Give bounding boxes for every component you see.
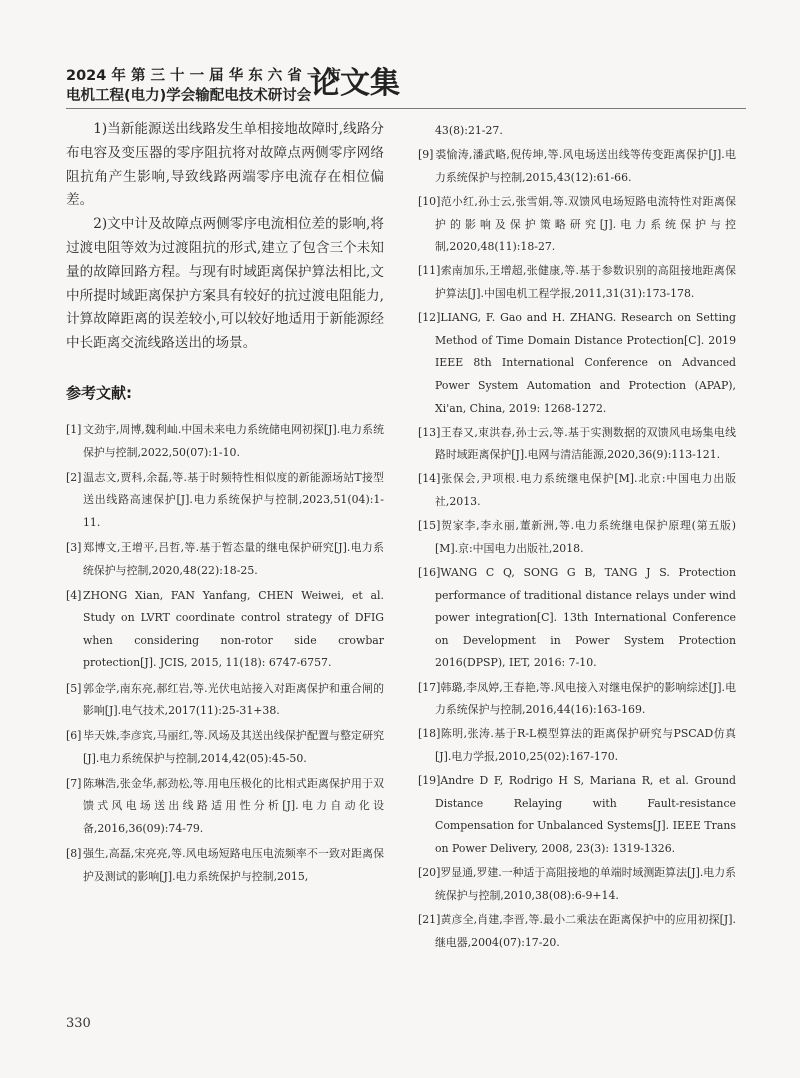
reference-number: [9] [418,148,434,162]
conference-name-line1: 2024 年 第 三 十 一 届 华 东 六 省 一 市 [66,68,341,84]
reference-item [418,307,736,420]
reference-number: [5] [66,681,82,695]
reference-text: 张保会,尹项根.电力系统继电保护[M].北京:中国电力出版社,2013. [435,472,736,509]
conclusion-paragraph-2: 2)文中计及故障点两侧零序电流相位差的影响,将过渡电阻等效为过渡阻抗的形式,建立了包含三个未知量的故障回路方程。与现有时域距离保护算法相比,文中所提时域距离保护方案具有较好的抗过渡电阻能力,计算故障距离的误差较小,可以较好地适用于新能源经中长距离交流线路送出的场景。 [66,216,384,352]
right-column [418,120,736,956]
conclusion-paragraph-1: 1)当新能源送出线路发生单相接地故障时,线路分布电容及变压器的零序阻抗将对故障点两侧零序网络阻抗角产生影响,导致线路两端零序电流存在相位偏差。 [66,121,384,209]
reference-item [66,678,384,723]
reference-item [418,909,736,954]
reference-text: 贺家李,李永丽,董新洲,等.电力系统继电保护原理(第五版)[M].京:中国电力出版社,2018. [435,519,736,555]
reference-item [66,843,384,888]
page-number: 330 [66,1016,91,1031]
reference-text: 毕天姝,李彦宾,马丽红,等.风场及其送出线保护配置与整定研究[J].电力系统保护与控制,2014,42(05):45-50. [83,729,384,765]
reference-number: [7] [66,776,82,790]
reference-text: Andre D F, Rodrigo H S, Mariana R, et al. Ground Distance Relaying with Fault-resistance Compensation for Unbalanced Systems[J]. IEEE Trans on Power Delivery, 2008, 23(3): 1319-1326. [435,774,736,855]
reference-text: 郭金学,南东亮,郝红岩,等.光伏电站接入对距离保护和重合闸的影响[J].电气技术,2017(11):25-31+38. [83,681,384,718]
reference-text: 索南加乐,王增超,张健康,等.基于参数识别的高阻接地距离保护算法[J].中国电机工程学报,2011,31(31):173-178. [435,264,736,300]
reference-text: 郑博文,王增平,吕哲,等.基于暂态量的继电保护研究[J].电力系统保护与控制,2020,48(22):18-25. [83,540,384,577]
reference-number: [1] [66,422,82,436]
reference-number: [20] [418,866,441,880]
reference-number: [2] [66,470,82,484]
reference-number: [3] [66,540,82,554]
reference-item [418,144,736,189]
reference-item [66,585,384,675]
header-divider [66,108,746,109]
reference-number: [18] [418,727,441,741]
reference-number: [10] [418,194,441,208]
reference-number: [17] [418,680,441,694]
reference-text: ZHONG Xian, FAN Yanfang, CHEN Weiwei, et al. Study on LVRT coordinate control strategy of DFIG when considering non-rotor side crowbar protection[J]. JCIS, 2015, 11(18): 6747-6757. [83,588,384,670]
reference-number: [19] [418,774,441,788]
reference-number: [12] [418,311,441,325]
reference-item [418,770,736,860]
reference-item [66,419,384,464]
conference-name-line2: 电机工程(电力)学会输配电技术研讨会 [66,88,312,104]
reference-number: [16] [418,566,441,580]
reference-text: 温志文,贾科,余磊,等.基于时频特性相似度的新能源场站T接型送出线路高速保护[J].电力系统保护与控制,2023,51(04):1-11. [83,470,384,529]
proceedings-title: 论文集 [310,66,400,101]
left-column [66,118,384,891]
reference-number: [8] [66,847,82,861]
reference-number: [11] [418,264,441,278]
conference-name [66,66,341,106]
reference-item [418,562,736,675]
reference-number: [6] [66,729,82,743]
reference-text: 罗显通,罗建.一种适于高阻接地的单端时域测距算法[J].电力系统保护与控制,2010,38(08):6-9+14. [435,866,736,902]
reference-item [418,422,736,467]
reference-item [418,468,736,513]
reference-number: [13] [418,425,441,439]
reference-text: 范小红,孙士云,张雪娟,等.双馈风电场短路电流特性对距离保护的影响及保护策略研究[J].电力系统保护与控制,2020,48(11):18-27. [435,194,736,254]
reference-item [66,467,384,535]
reference-text: 强生,高磊,宋亮亮,等.风电场短路电压电流频率不一致对距离保护及测试的影响[J].电力系统保护与控制,2015, [83,847,384,883]
page-header [66,62,746,110]
reference-text: 王春又,束洪春,孙士云,等.基于实测数据的双馈风电场集电线路时域距离保护[J].电网与清洁能源,2020,36(9):113-121. [435,425,736,462]
reference-text: 文劲宇,周博,魏利屾.中国未来电力系统储电网初探[J].电力系统保护与控制,2022,50(07):1-10. [83,422,384,459]
reference-item [418,260,736,305]
reference-item [66,773,384,841]
reference-text: 裘愉涛,潘武略,倪传坤,等.风电场送出线等传变距离保护[J].电力系统保护与控制,2015,43(12):61-66. [435,148,736,184]
reference-text: LIANG, F. Gao and H. ZHANG. Research on Setting Method of Time Domain Distance Protection[C]. 2019 IEEE 8th International Conference on Advanced Power System Automation and Protection (APAP), Xi'an, China, 2019: 1268-1272. [435,311,736,415]
reference-text: 陈明,张涛.基于R-L模型算法的距离保护研究与PSCAD仿真[J].电力学报,2010,25(02):167-170. [435,727,736,763]
reference-item [418,723,736,768]
reference-number: [14] [418,472,441,486]
reference-text: 黄彦全,肖建,李晋,等.最小二乘法在距离保护中的应用初探[J].继电器,2004(07):17-20. [435,912,736,949]
references-heading: 参考文献: [66,383,132,402]
reference-number: [15] [418,519,441,533]
reference-item [66,725,384,770]
reference-continuation: 43(8):21-27. [435,124,503,137]
reference-text: 韩璐,李凤婷,王春艳,等.风电接入对继电保护的影响综述[J].电力系统保护与控制,2016,44(16):163-169. [435,680,736,717]
reference-item [66,537,384,582]
reference-item [418,677,736,722]
reference-text: 陈琳浩,张金华,郝劲松,等.用电压极化的比相式距离保护用于双馈式风电场送出线路适用性分析[J].电力自动化设备,2016,36(09):74-79. [83,776,384,836]
reference-item [418,191,736,259]
reference-number: [4] [66,588,82,602]
reference-item [418,515,736,560]
reference-item [418,862,736,907]
reference-number: [21] [418,912,441,926]
reference-text: WANG C Q, SONG G B, TANG J S. Protection performance of traditional distance relays under wind power integration[C]. 13th International Conference on Development in Power System Protection 2016(DPSP), IET, 2016: 7-10. [435,566,736,670]
